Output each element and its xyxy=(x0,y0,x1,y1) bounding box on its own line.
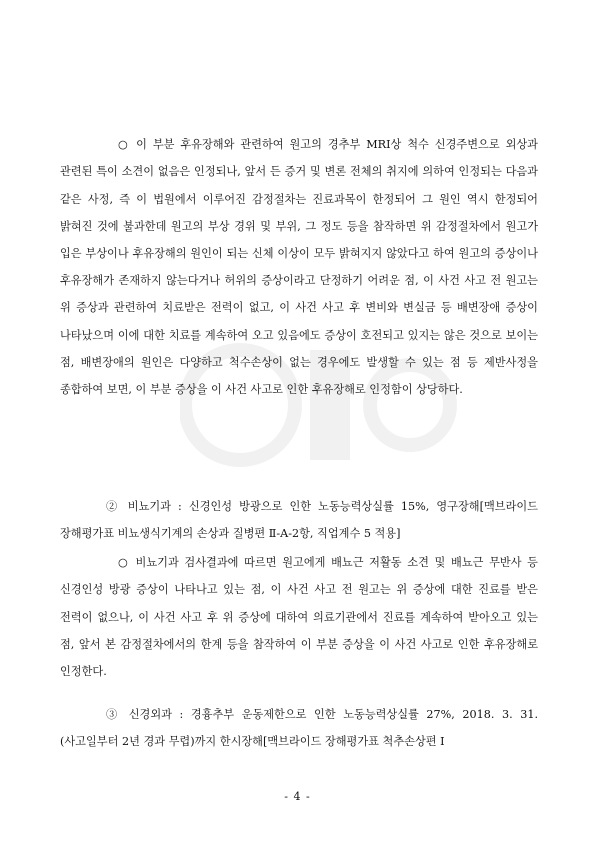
paragraph-neurosurgery-rating: ③ 신경외과 : 경흉추부 운동제한으로 인한 노동능력상실률 27%, 2018. 3. 31.(사고일부터 2년 경과 무렵)까지 한시장해[맥브라이드 장해평가표 척추손상편 Ⅰ xyxy=(60,708,538,749)
page-number: - 4 - xyxy=(284,790,311,803)
paragraph-mri-finding: ○ 이 부분 후유장해와 관련하여 원고의 경추부 MRI상 척수 신경주변으로 외상과 관련된 특이 소견이 없음은 인정되나, 앞서 든 증거 및 변론 전체의 취지에 의하여 인정되는 다음과 같은 사정, 즉 이 법원에서 이루어진 감정절차는 진료과목이 한정되어 그 원인 역시 한정되어 밝혀진 것에 불과한데 원고의 부상 경위 및 부위, 그 정도 등을 참작하면 위 감정절차에서 원고가 입은 부상이나 후유장해의 원인이 되는 신체 이상이 모두 밝혀지지 않았다고 하여 원고의 증상이나 후유장해가 존재하지 않는다거나 허위의 증상이라고 단정하기 어려운 점, 이 사건 사고 전 원고는 위 증상과 관련하여 치료받은 전력이 없고, 이 사건 사고 후 변비와 변실금 등 배변장애 증상이 나타났으며 이에 대한 치료를 계속하여 오고 있음에도 증상이 호전되고 있지는 않은 것으로 보이는 점, 배변장애의 원인은 다양하고 척수손상이 없는 경우에도 발생할 수 있는 점 등 제반사정을 종합하여 보면, 이 부분 증상을 이 사건 사고로 인한 후유장해로 인정함이 상당하다. xyxy=(60,138,538,397)
paragraph-urology-finding: ○ 비뇨기과 검사결과에 따르면 원고에게 배뇨근 저활동 소견 및 배뇨근 무반사 등 신경인성 방광 증상이 나타나고 있는 점, 이 사건 사고 전 원고는 위 증상에 대한 진료를 받은 전력이 없으나, 이 사건 사고 후 위 증상에 대하여 의료기관에서 진료를 계속하여 받아오고 있는 점, 앞서 본 감정절차에서의 한계 등을 참작하여 이 부분 증상을 이 사건 사고로 인한 후유장해로 인정한다. xyxy=(60,556,538,678)
paragraph-urology-rating: ② 비뇨기과 : 신경인성 방광으로 인한 노동능력상실률 15%, 영구장해[맥브라이드 장해평가표 비뇨생식기계의 손상과 질병편 Ⅱ-A-2항, 직업계수 5 적용] xyxy=(60,500,538,541)
